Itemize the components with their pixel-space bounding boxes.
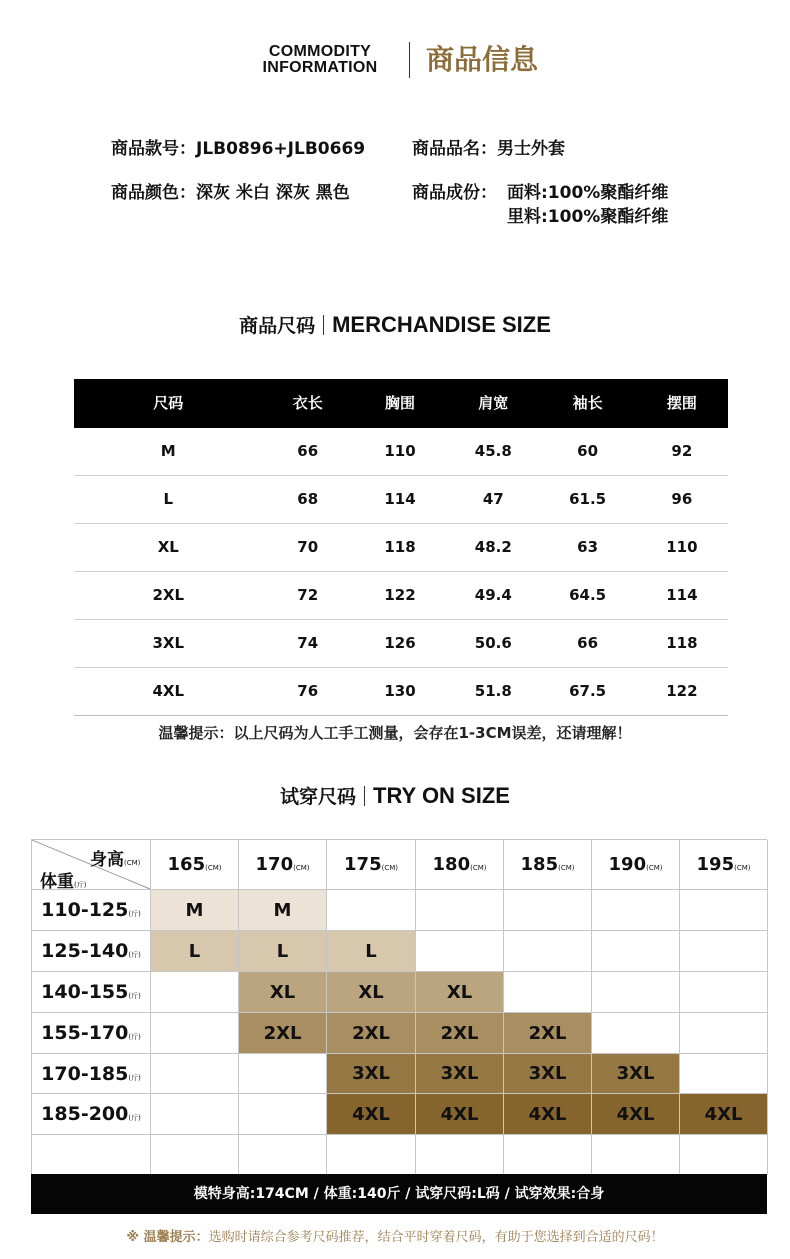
size-cell: 66: [577, 634, 599, 652]
size-header-cell: 衣长: [292, 394, 323, 412]
size-header-cell: 肩宽: [478, 394, 509, 412]
size-cell: 66: [297, 442, 319, 460]
size-recommendation-cell: [680, 972, 768, 1013]
table-row: [74, 620, 728, 668]
size-recommendation-cell: [680, 931, 768, 972]
size-recommendation-cell: [592, 1135, 680, 1175]
height-header-cell: 175(CM): [327, 840, 416, 890]
size-cell: 67.5: [569, 682, 607, 700]
size-cell: 110: [384, 442, 416, 460]
size-recommendation-cell: 3XL: [327, 1054, 416, 1094]
size-recommendation-cell: [151, 1094, 239, 1135]
size-recommendation-cell: [151, 1054, 239, 1094]
weight-header-cell: 170-185(斤): [32, 1054, 151, 1094]
size-cell: 96: [671, 490, 693, 508]
table-row: [74, 476, 728, 524]
model-info-bar: 模特身高:174CM / 体重:140斤 / 试穿尺码:L码 / 试穿效果:合身: [31, 1174, 767, 1214]
tryon-grid: [31, 839, 767, 1174]
size-cell: 50.6: [474, 634, 512, 652]
table-row: [74, 668, 728, 716]
height-header-cell: 190(CM): [592, 840, 680, 890]
size-recommendation-cell: [592, 890, 680, 931]
size-recommendation-cell: XL: [327, 972, 416, 1013]
size-cell: 49.4: [474, 586, 512, 604]
weight-header-cell: [32, 1135, 151, 1175]
size-recommendation-cell: 3XL: [416, 1054, 504, 1094]
header-chinese-title: 商品信息: [426, 43, 539, 76]
tryon-section-title: 试穿尺码 TRY ON SIZE: [280, 783, 510, 808]
size-table-header: [74, 379, 728, 428]
size-cell: 64.5: [569, 586, 607, 604]
header-divider: [409, 42, 410, 78]
size-cell: M: [160, 442, 176, 460]
corner-weight-label: 体重(斤): [40, 872, 87, 892]
info-style-no: 商品款号：JLB0896+JLB0669: [111, 139, 366, 159]
table-row: [74, 572, 728, 620]
size-cell: XL: [157, 538, 179, 556]
size-recommendation-cell: [239, 1135, 327, 1175]
size-recommendation-cell: [680, 1013, 768, 1054]
size-cell: 47: [482, 490, 504, 508]
info-color: 商品颜色：深灰 米白 深灰 黑色: [111, 183, 350, 203]
table-row: [74, 524, 728, 572]
size-recommendation-cell: M: [239, 890, 327, 931]
info-product-name: 商品品名：男士外套: [412, 139, 565, 159]
size-recommendation-cell: 3XL: [504, 1054, 592, 1094]
bottom-tip: ※ 温馨提示：选购时请综合参考尺码推荐，结合平时穿着尺码，有助于您选择到合适的尺码！: [126, 1230, 664, 1245]
size-recommendation-cell: XL: [239, 972, 327, 1013]
size-recommendation-cell: 4XL: [680, 1094, 768, 1135]
size-recommendation-cell: 4XL: [327, 1094, 416, 1135]
height-header-cell: 165(CM): [151, 840, 239, 890]
size-recommendation-cell: [239, 1094, 327, 1135]
weight-header-cell: 185-200(斤): [32, 1094, 151, 1135]
size-recommendation-cell: XL: [416, 972, 504, 1013]
size-cell: 118: [666, 634, 698, 652]
info-material-lining: 里料:100%聚酯纤维: [507, 207, 669, 227]
size-recommendation-cell: [416, 931, 504, 972]
size-recommendation-cell: [680, 890, 768, 931]
size-cell: 51.8: [474, 682, 512, 700]
size-recommendation-cell: [504, 931, 592, 972]
size-cell: 68: [297, 490, 319, 508]
measurement-tip: 温馨提示：以上尺码为人工手工测量，会存在1-3CM误差，还请理解！: [158, 724, 632, 742]
page-header: [0, 40, 790, 80]
size-recommendation-cell: [592, 972, 680, 1013]
weight-header-cell: 140-155(斤): [32, 972, 151, 1013]
size-cell: 126: [384, 634, 416, 652]
size-recommendation-cell: [592, 1013, 680, 1054]
size-cell: 3XL: [152, 634, 185, 652]
corner-height-label: 身高(CM): [90, 850, 141, 870]
size-recommendation-cell: L: [239, 931, 327, 972]
size-recommendation-cell: M: [151, 890, 239, 931]
size-recommendation-cell: [151, 1013, 239, 1054]
size-cell: 45.8: [474, 442, 512, 460]
size-recommendation-cell: [151, 972, 239, 1013]
height-header-cell: 180(CM): [416, 840, 504, 890]
size-cell: 76: [297, 682, 319, 700]
height-header-cell: 185(CM): [504, 840, 592, 890]
size-recommendation-cell: 2XL: [504, 1013, 592, 1054]
size-cell: 110: [666, 538, 698, 556]
size-cell: 4XL: [152, 682, 185, 700]
size-cell: 61.5: [569, 490, 607, 508]
size-recommendation-cell: 2XL: [327, 1013, 416, 1054]
size-cell: 2XL: [152, 586, 185, 604]
size-cell: 114: [384, 490, 416, 508]
size-recommendation-cell: [504, 890, 592, 931]
weight-header-cell: 155-170(斤): [32, 1013, 151, 1054]
size-recommendation-cell: [327, 1135, 416, 1175]
info-material-outer: 面料:100%聚酯纤维: [507, 183, 669, 203]
weight-header-cell: 110-125(斤): [32, 890, 151, 931]
size-header-cell: 尺码: [153, 394, 184, 412]
size-header-cell: 摆围: [666, 394, 697, 412]
size-cell: L: [163, 490, 174, 508]
size-recommendation-cell: [327, 890, 416, 931]
size-cell: 130: [384, 682, 416, 700]
size-cell: 74: [297, 634, 319, 652]
grid-corner-cell: [32, 840, 151, 890]
size-cell: 60: [577, 442, 599, 460]
size-cell: 122: [666, 682, 698, 700]
info-material-label: 商品成份：: [412, 183, 497, 203]
size-section-title: 商品尺码 MERCHANDISE SIZE: [239, 312, 551, 337]
size-recommendation-cell: 2XL: [416, 1013, 504, 1054]
size-cell: 92: [671, 442, 693, 460]
size-recommendation-cell: [680, 1054, 768, 1094]
size-recommendation-cell: [504, 1135, 592, 1175]
height-header-cell: 170(CM): [239, 840, 327, 890]
size-recommendation-cell: 3XL: [592, 1054, 680, 1094]
size-cell: 63: [577, 538, 599, 556]
size-cell: 48.2: [474, 538, 512, 556]
size-cell: 70: [297, 538, 319, 556]
size-cell: 114: [666, 586, 698, 604]
size-recommendation-cell: L: [327, 931, 416, 972]
size-table: [74, 379, 728, 716]
size-header-cell: 胸围: [385, 394, 416, 412]
header-english-title: COMMODITY INFORMATION: [262, 43, 378, 76]
size-recommendation-cell: [416, 1135, 504, 1175]
size-recommendation-cell: 4XL: [504, 1094, 592, 1135]
table-row: [74, 428, 728, 476]
weight-header-cell: 125-140(斤): [32, 931, 151, 972]
size-recommendation-cell: [592, 931, 680, 972]
size-recommendation-cell: [151, 1135, 239, 1175]
size-cell: 122: [384, 586, 416, 604]
size-recommendation-cell: [239, 1054, 327, 1094]
size-recommendation-cell: L: [151, 931, 239, 972]
size-recommendation-cell: 4XL: [592, 1094, 680, 1135]
size-recommendation-cell: 2XL: [239, 1013, 327, 1054]
size-recommendation-cell: [416, 890, 504, 931]
size-cell: 118: [384, 538, 416, 556]
size-recommendation-cell: [504, 972, 592, 1013]
size-cell: 72: [297, 586, 319, 604]
size-recommendation-cell: 4XL: [416, 1094, 504, 1135]
size-header-cell: 袖长: [572, 394, 603, 412]
size-recommendation-cell: [680, 1135, 768, 1175]
height-header-cell: 195(CM): [680, 840, 768, 890]
